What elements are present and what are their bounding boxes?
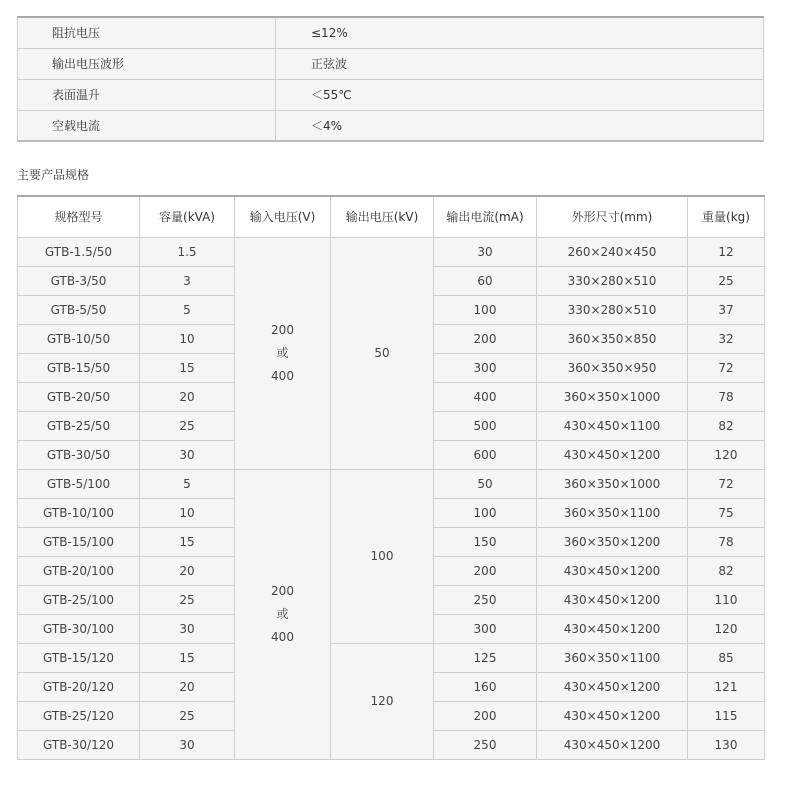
cell-capacity: 25: [140, 585, 235, 614]
cell-capacity: 20: [140, 556, 235, 585]
input-voltage-or: 或: [276, 606, 289, 621]
cell-output-current: 500: [434, 411, 537, 440]
cell-capacity: 10: [140, 498, 235, 527]
spec-row: [18, 79, 764, 110]
spec-param-name: 表面温升: [18, 79, 276, 110]
cell-output-current: 600: [434, 440, 537, 469]
cell-weight: 115: [688, 701, 765, 730]
cell-dimensions: 430×450×1200: [537, 585, 688, 614]
cell-capacity: 30: [140, 440, 235, 469]
cell-model: GTB-3/50: [18, 266, 140, 295]
cell-model: GTB-25/100: [18, 585, 140, 614]
cell-weight: 82: [688, 556, 765, 585]
cell-capacity: 1.5: [140, 237, 235, 266]
cell-dimensions: 330×280×510: [537, 295, 688, 324]
cell-capacity: 15: [140, 527, 235, 556]
cell-weight: 32: [688, 324, 765, 353]
table-row: [18, 237, 765, 266]
input-voltage-value: 200: [271, 583, 294, 598]
spec-table: [17, 16, 764, 142]
cell-dimensions: 360×350×950: [537, 353, 688, 382]
spec-row: [18, 48, 764, 79]
cell-weight: 75: [688, 498, 765, 527]
input-voltage-value: 400: [271, 368, 294, 383]
cell-output-current: 100: [434, 295, 537, 324]
cell-dimensions: 430×450×1200: [537, 440, 688, 469]
input-voltage-value: 400: [271, 629, 294, 644]
cell-capacity: 5: [140, 295, 235, 324]
cell-model: GTB-20/120: [18, 672, 140, 701]
cell-model: GTB-5/50: [18, 295, 140, 324]
spec-row: [18, 17, 764, 48]
cell-output-current: 60: [434, 266, 537, 295]
spec-param-name: 空载电流: [18, 110, 276, 141]
cell-weight: 85: [688, 643, 765, 672]
cell-output-current: 125: [434, 643, 537, 672]
spec-param-value: ＜55℃: [276, 79, 764, 110]
cell-capacity: 5: [140, 469, 235, 498]
table-header-row: [18, 196, 765, 237]
cell-dimensions: 430×450×1100: [537, 411, 688, 440]
cell-weight: 121: [688, 672, 765, 701]
spec-param-value: 正弦波: [276, 48, 764, 79]
cell-model: GTB-15/50: [18, 353, 140, 382]
cell-dimensions: 360×350×1200: [537, 527, 688, 556]
cell-output-current: 50: [434, 469, 537, 498]
cell-weight: 120: [688, 614, 765, 643]
spec-param-value: ＜4%: [276, 110, 764, 141]
cell-output-current: 200: [434, 324, 537, 353]
cell-dimensions: 360×350×1100: [537, 498, 688, 527]
cell-model: GTB-15/120: [18, 643, 140, 672]
cell-capacity: 30: [140, 614, 235, 643]
cell-output-voltage-group: 50: [331, 237, 434, 469]
cell-model: GTB-25/120: [18, 701, 140, 730]
cell-dimensions: 430×450×1200: [537, 556, 688, 585]
cell-weight: 82: [688, 411, 765, 440]
cell-dimensions: 430×450×1200: [537, 614, 688, 643]
cell-output-current: 250: [434, 730, 537, 759]
cell-dimensions: 260×240×450: [537, 237, 688, 266]
cell-output-current: 200: [434, 701, 537, 730]
column-header-dimensions: 外形尺寸(mm): [537, 196, 688, 237]
input-voltage-value: 200: [271, 322, 294, 337]
column-header-output-current: 输出电流(mA): [434, 196, 537, 237]
cell-weight: 25: [688, 266, 765, 295]
column-header-capacity: 容量(kVA): [140, 196, 235, 237]
cell-output-current: 300: [434, 614, 537, 643]
cell-capacity: 25: [140, 701, 235, 730]
spec-param-name: 输出电压波形: [18, 48, 276, 79]
cell-dimensions: 360×350×1000: [537, 382, 688, 411]
cell-output-current: 30: [434, 237, 537, 266]
cell-capacity: 25: [140, 411, 235, 440]
cell-input-voltage-group: [235, 469, 331, 759]
cell-output-current: 400: [434, 382, 537, 411]
cell-output-voltage-group: 120: [331, 643, 434, 759]
cell-model: GTB-25/50: [18, 411, 140, 440]
cell-input-voltage-group: [235, 237, 331, 469]
cell-capacity: 10: [140, 324, 235, 353]
cell-model: GTB-20/50: [18, 382, 140, 411]
spec-row: [18, 110, 764, 141]
cell-weight: 12: [688, 237, 765, 266]
table-row: [18, 469, 765, 498]
cell-model: GTB-10/50: [18, 324, 140, 353]
cell-model: GTB-20/100: [18, 556, 140, 585]
cell-weight: 110: [688, 585, 765, 614]
cell-dimensions: 360×350×1000: [537, 469, 688, 498]
column-header-output-voltage: 输出电压(kV): [331, 196, 434, 237]
cell-dimensions: 430×450×1200: [537, 672, 688, 701]
cell-model: GTB-15/100: [18, 527, 140, 556]
cell-capacity: 15: [140, 643, 235, 672]
cell-dimensions: 430×450×1200: [537, 701, 688, 730]
cell-weight: 78: [688, 527, 765, 556]
cell-model: GTB-30/100: [18, 614, 140, 643]
cell-model: GTB-30/50: [18, 440, 140, 469]
cell-capacity: 30: [140, 730, 235, 759]
cell-output-current: 300: [434, 353, 537, 382]
spec-param-name: 阻抗电压: [18, 17, 276, 48]
cell-model: GTB-1.5/50: [18, 237, 140, 266]
cell-capacity: 20: [140, 382, 235, 411]
cell-dimensions: 360×350×850: [537, 324, 688, 353]
column-header-model: 规格型号: [18, 196, 140, 237]
cell-output-voltage-group: 100: [331, 469, 434, 643]
cell-capacity: 15: [140, 353, 235, 382]
column-header-input-voltage: 输入电压(V): [235, 196, 331, 237]
cell-output-current: 200: [434, 556, 537, 585]
column-header-weight: 重量(kg): [688, 196, 765, 237]
cell-dimensions: 430×450×1200: [537, 730, 688, 759]
section-title: 主要产品规格: [17, 168, 90, 182]
spec-param-value: ≤12%: [276, 17, 764, 48]
cell-weight: 78: [688, 382, 765, 411]
cell-output-current: 150: [434, 527, 537, 556]
cell-output-current: 250: [434, 585, 537, 614]
cell-model: GTB-5/100: [18, 469, 140, 498]
cell-output-current: 160: [434, 672, 537, 701]
cell-weight: 72: [688, 353, 765, 382]
cell-model: GTB-10/100: [18, 498, 140, 527]
cell-weight: 72: [688, 469, 765, 498]
product-spec-table: [17, 195, 765, 760]
cell-capacity: 3: [140, 266, 235, 295]
cell-dimensions: 330×280×510: [537, 266, 688, 295]
cell-weight: 130: [688, 730, 765, 759]
cell-weight: 120: [688, 440, 765, 469]
cell-model: GTB-30/120: [18, 730, 140, 759]
cell-capacity: 20: [140, 672, 235, 701]
cell-weight: 37: [688, 295, 765, 324]
input-voltage-or: 或: [276, 345, 289, 360]
table-row: [18, 643, 765, 672]
cell-dimensions: 360×350×1100: [537, 643, 688, 672]
cell-output-current: 100: [434, 498, 537, 527]
